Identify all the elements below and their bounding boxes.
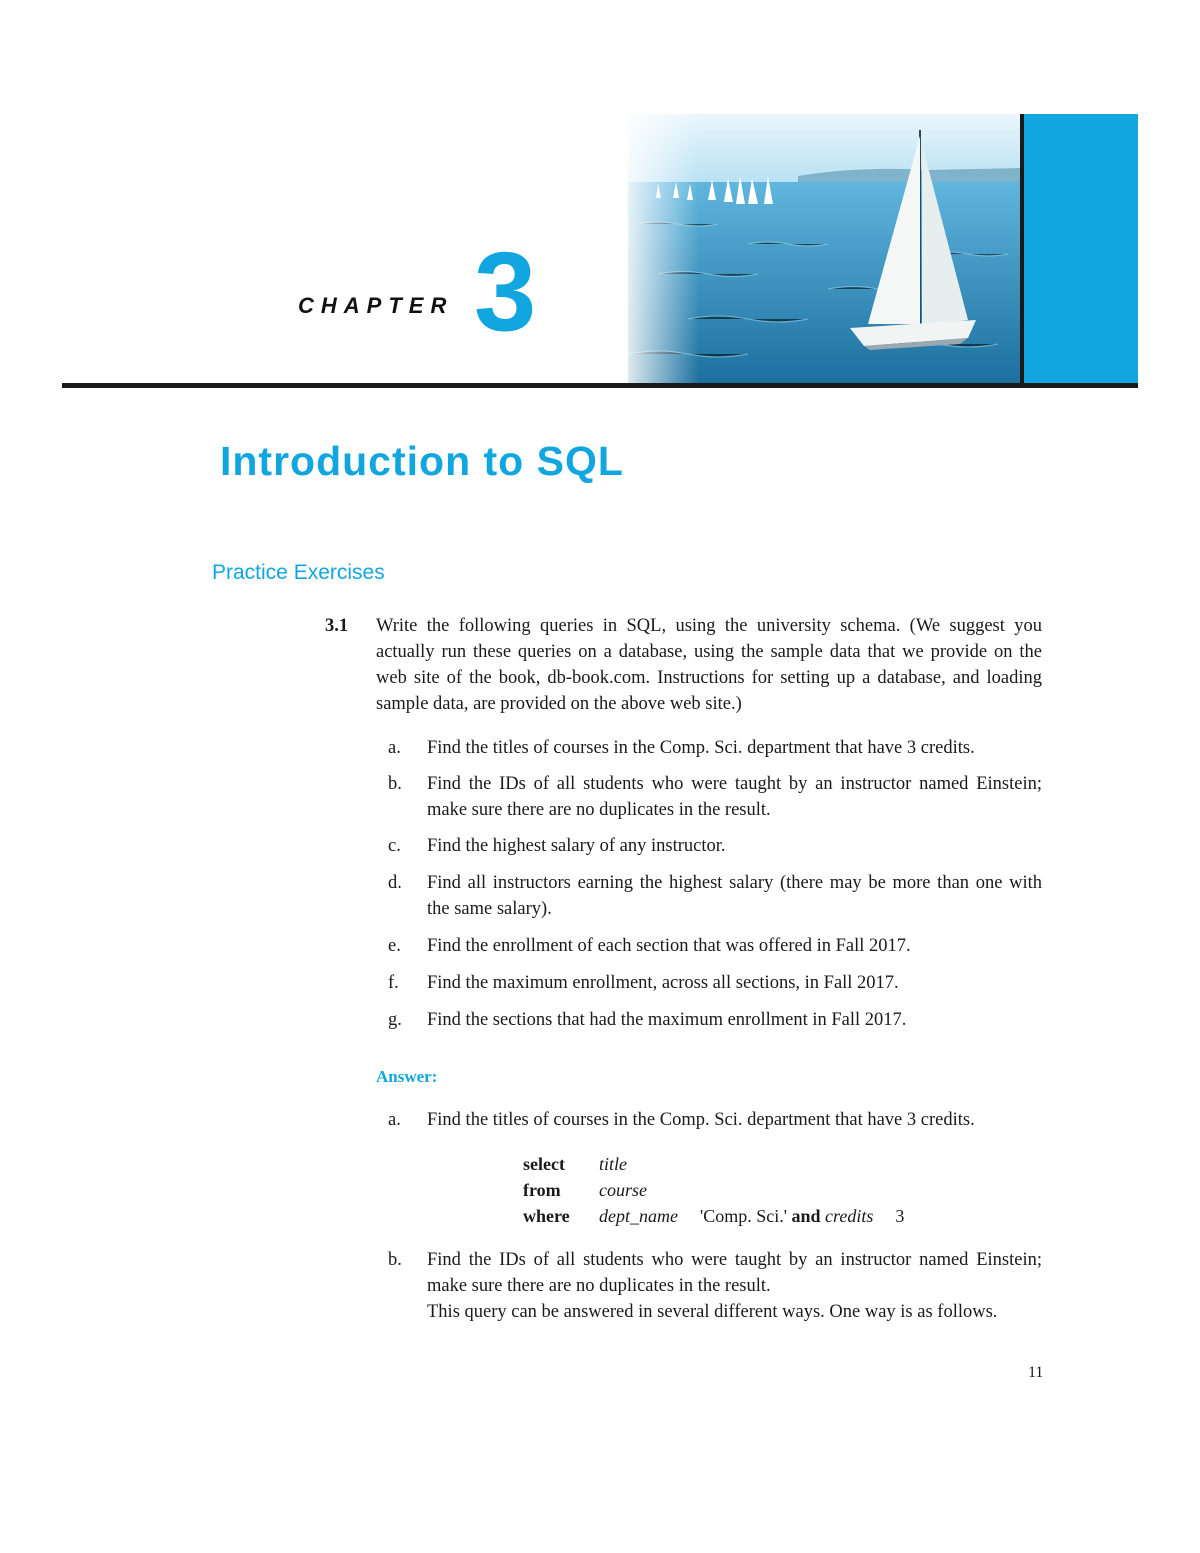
sql-keyword: from	[523, 1180, 561, 1200]
list-item	[376, 970, 1042, 996]
item-label: b.	[388, 1250, 402, 1270]
item-label: b.	[388, 774, 402, 794]
sql-value: title	[599, 1154, 627, 1174]
exercise-number: 3.1	[325, 616, 349, 636]
answer-item-a	[376, 1107, 1042, 1133]
item-label: f.	[388, 973, 399, 993]
item-text: Find the highest salary of any instructor.	[427, 836, 726, 856]
section-title: Practice Exercises	[212, 561, 385, 584]
chapter-number: 3	[474, 229, 537, 354]
item-label: e.	[388, 936, 401, 956]
item-text: Find the maximum enrollment, across all sections, in Fall 2017.	[427, 973, 899, 993]
chapter-tab	[1024, 114, 1138, 386]
sql-value: course	[599, 1180, 647, 1200]
list-item	[376, 771, 1042, 823]
sql-from-line	[523, 1177, 647, 1203]
sql-attr: credits	[825, 1206, 874, 1226]
answer-item-b	[376, 1247, 1042, 1325]
item-label: a.	[388, 1110, 401, 1130]
item-text: Find the titles of courses in the Comp. Sci. department that have 3 credits.	[427, 1110, 975, 1130]
sql-keyword: and	[791, 1206, 821, 1226]
item-label: a.	[388, 738, 401, 758]
exercise-intro: Write the following queries in SQL, using the university schema. (We suggest you actually run these queries on a database, using the sample data that we provide on the web site of the book, db-book.com. Instructions for setting up a database, and loading sample data, are provided on the above web site.)	[376, 616, 1042, 714]
item-text: Find the sections that had the maximum enrollment in Fall 2017.	[427, 1010, 907, 1030]
page-number: 11	[1028, 1364, 1044, 1381]
header-rule	[62, 383, 1138, 388]
sailboat-photo	[628, 114, 1023, 384]
item-text: Find the titles of courses in the Comp. Sci. department that have 3 credits.	[427, 738, 975, 758]
list-item	[376, 933, 1042, 959]
item-label: g.	[388, 1010, 402, 1030]
sql-select-line	[523, 1151, 627, 1177]
item-text: Find all instructors earning the highest salary (there may be more than one with the same salary).	[427, 873, 1042, 919]
item-note: This query can be answered in several different ways. One way is as follows.	[427, 1302, 998, 1322]
sql-number: 3	[895, 1206, 905, 1226]
item-text: Find the IDs of all students who were taught by an instructor named Einstein; make sure there are no duplicates in the result.	[427, 774, 1042, 820]
chapter-label: CHAPTER	[298, 293, 454, 318]
item-label: d.	[388, 873, 402, 893]
sql-attr: dept_name	[599, 1206, 678, 1226]
item-text: Find the enrollment of each section that was offered in Fall 2017.	[427, 936, 911, 956]
chapter-title: Introduction to SQL	[220, 438, 624, 484]
sql-where-line	[523, 1203, 904, 1229]
list-item	[376, 870, 1042, 922]
item-label: c.	[388, 836, 401, 856]
list-item	[376, 735, 1042, 761]
sql-keyword: select	[523, 1154, 565, 1174]
sql-string: 'Comp. Sci.'	[699, 1206, 787, 1226]
item-text: Find the IDs of all students who were taught by an instructor named Einstein; make sure there are no duplicates in the result.	[427, 1250, 1042, 1296]
answer-heading: Answer:	[376, 1067, 438, 1086]
list-item	[376, 1007, 1042, 1033]
list-item	[376, 833, 1042, 859]
sql-keyword: where	[523, 1206, 570, 1226]
